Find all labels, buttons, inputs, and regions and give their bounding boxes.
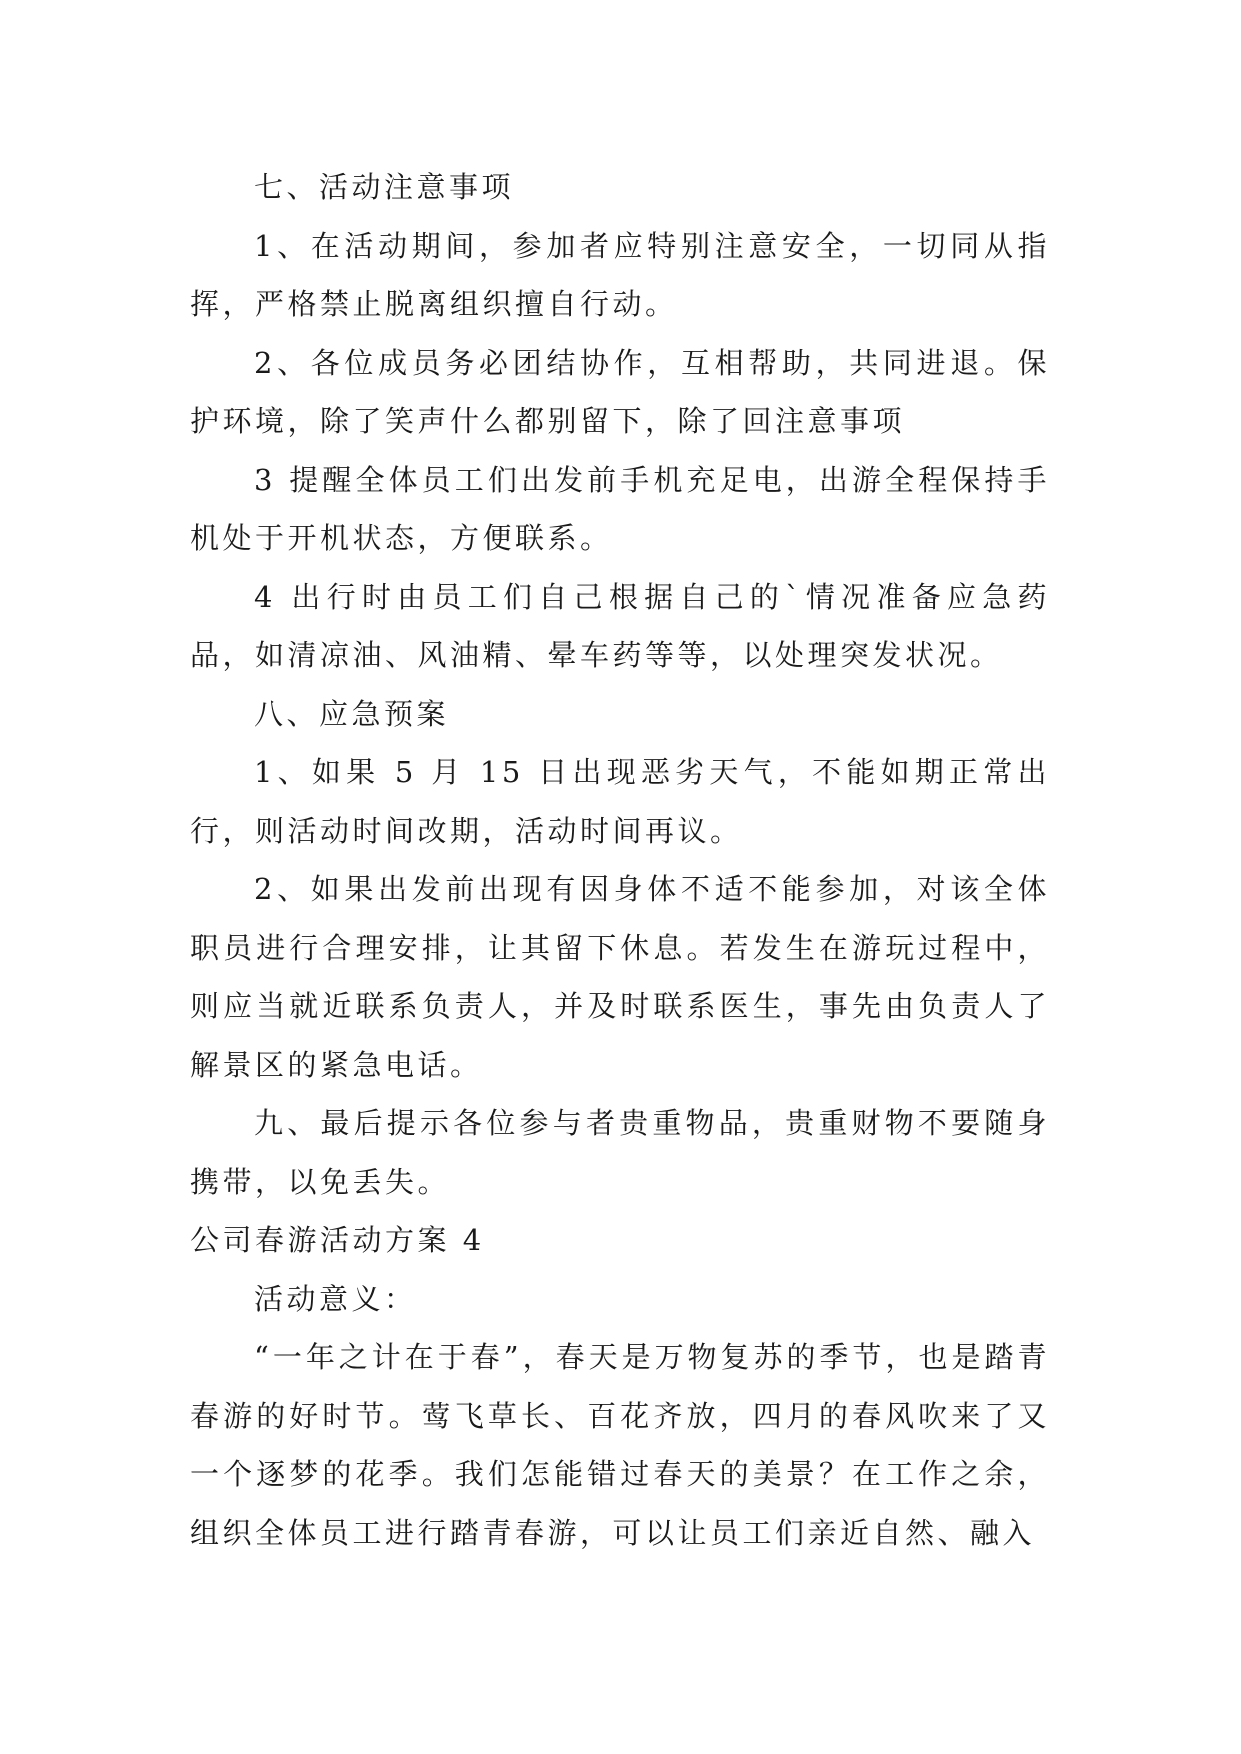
paragraph: 2、各位成员务必团结协作，互相帮助，共同进退。保护环境，除了笑声什么都别留下，除了回注意事项 <box>190 345 1050 438</box>
paragraph: 4 出行时由员工们自己根据自己的`情况准备应急药品，如清凉油、风油精、晕车药等等，以处理突发状况。 <box>190 579 1050 672</box>
paragraph: 九、最后提示各位参与者贵重物品，贵重财物不要随身携带，以免丢失。 <box>190 1106 1050 1199</box>
document-body <box>190 158 1050 1562</box>
document-section-title: 公司春游活动方案 4 <box>190 1223 485 1257</box>
paragraph: 3 提醒全体员工们出发前手机充足电，出游全程保持手机处于开机状态，方便联系。 <box>190 462 1050 555</box>
section-heading: 七、活动注意事项 <box>254 170 515 204</box>
paragraph: “一年之计在于春”，春天是万物复苏的季节，也是踏青春游的好时节。莺飞草长、百花齐放，四月的春风吹来了又一个逐梦的花季。我们怎能错过春天的美景？在工作之余，组织全体员工进行踏青春游，可以让员工们亲近自然、融入 <box>190 1340 1050 1550</box>
paragraph: 2、如果出发前出现有因身体不适不能参加，对该全体职员进行合理安排，让其留下休息。若发生在游玩过程中，则应当就近联系负责人，并及时联系医生，事先由负责人了解景区的紧急电话。 <box>190 872 1050 1082</box>
paragraph: 1、在活动期间，参加者应特别注意安全，一切同从指挥，严格禁止脱离组织擅自行动。 <box>190 228 1050 321</box>
section-heading: 活动意义： <box>254 1281 417 1316</box>
section-heading: 八、应急预案 <box>254 696 450 731</box>
paragraph: 1、如果 5 月 15 日出现恶劣天气，不能如期正常出行，则活动时间改期，活动时间再议。 <box>190 755 1050 848</box>
